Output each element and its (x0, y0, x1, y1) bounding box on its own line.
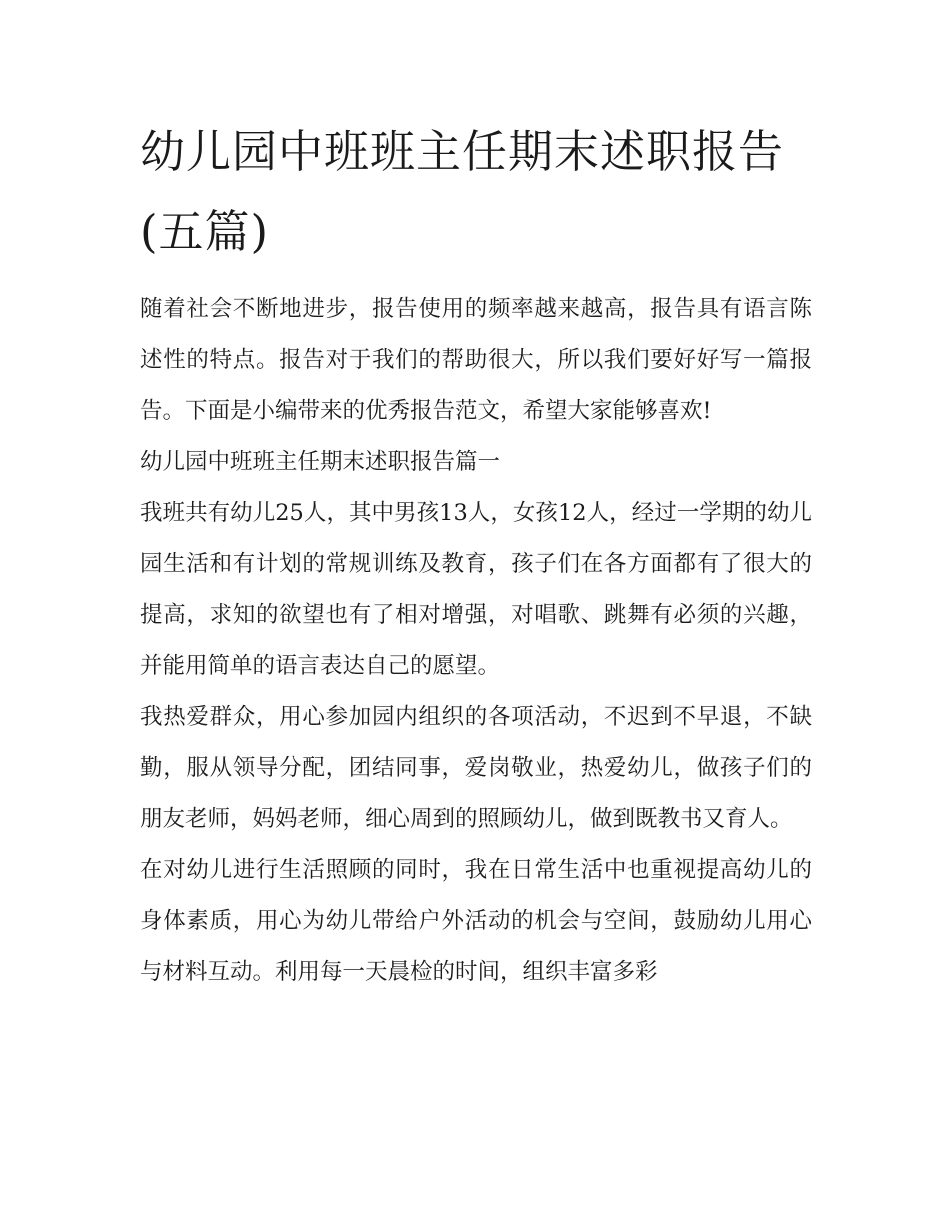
section-heading: 幼儿园中班班主任期末述职报告篇一 (140, 449, 501, 475)
body-paragraph-2: 我热爱群众，用心参加园内组织的各项活动，不迟到不早退，不缺勤，服从领导分配，团结同事，爱岗敬业，热爱幼儿，做孩子们的朋友老师，妈妈老师，细心周到的照顾幼儿，做到既教书又育人。 (140, 704, 812, 832)
document-title: 幼儿园中班班主任期末述职报告(五篇) (140, 125, 785, 258)
body-paragraph-3: 在对幼儿进行生活照顾的同时，我在日常生活中也重视提高幼儿的身体素质，用心为幼儿带给户外活动的机会与空间，鼓励幼儿用心与材料互动。利用每一天晨检的时间，组织丰富多彩 (140, 857, 812, 985)
body-paragraph-1: 我班共有幼儿25人，其中男孩13人，女孩12人，经过一学期的幼儿园生活和有计划的常规训练及教育，孩子们在各方面都有了很大的提高，求知的欲望也有了相对增强，对唱歌、跳舞有必须的兴趣，并能用简单的语言表达自己的愿望。 (140, 500, 812, 679)
intro-paragraph: 随着社会不断地进步，报告使用的频率越来越高，报告具有语言陈述性的特点。报告对于我们的帮助很大，所以我们要好好写一篇报告。下面是小编带来的优秀报告范文，希望大家能够喜欢! (140, 296, 812, 424)
document-page (140, 112, 812, 998)
